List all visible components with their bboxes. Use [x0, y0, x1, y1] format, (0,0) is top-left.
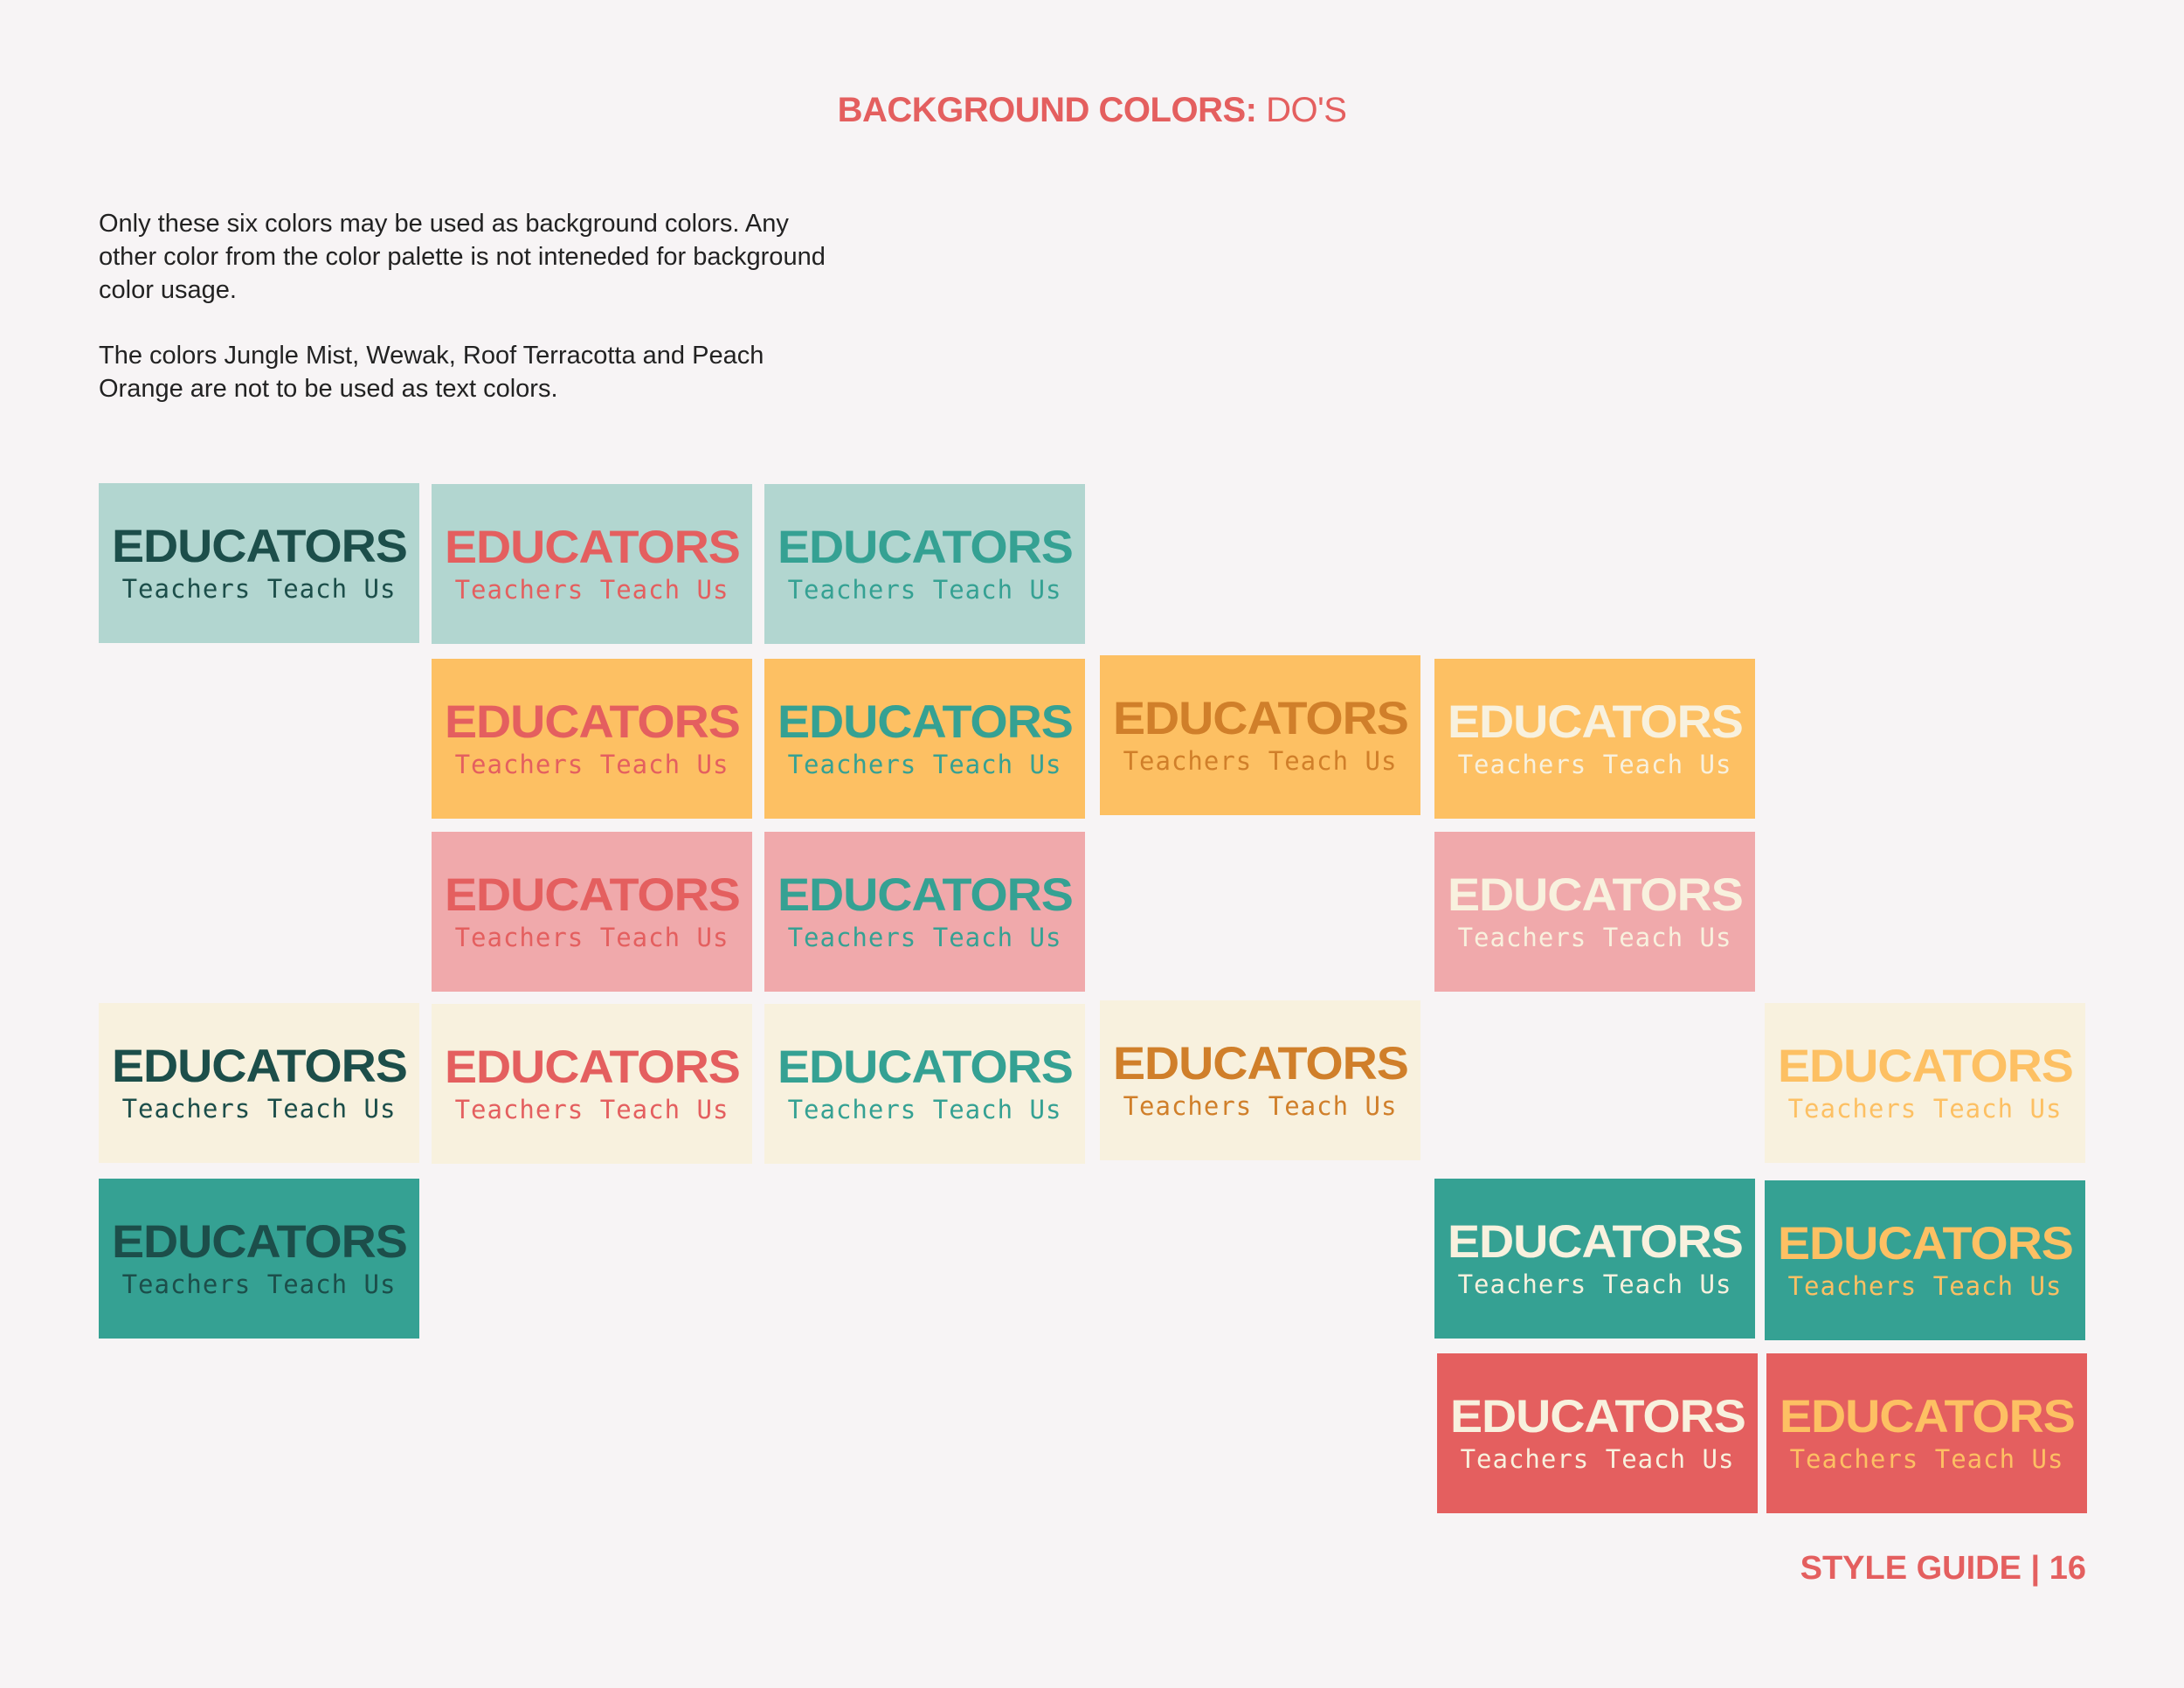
tile-heading: EDUCATORS [111, 1215, 407, 1268]
color-sample-tile [764, 832, 1085, 992]
page-title-bold: BACKGROUND COLORS: [837, 91, 1257, 129]
tile-heading: EDUCATORS [1447, 868, 1743, 921]
tile-heading: EDUCATORS [111, 520, 407, 572]
tile-tagline: Teachers Teach Us [1457, 749, 1732, 779]
color-sample-tile [99, 483, 419, 643]
tile-tagline: Teachers Teach Us [1787, 1093, 2063, 1124]
tile-heading: EDUCATORS [1777, 1217, 2073, 1269]
tile-tagline: Teachers Teach Us [1123, 745, 1398, 776]
tile-heading: EDUCATORS [777, 1041, 1073, 1093]
color-sample-tile [432, 484, 752, 644]
tile-tagline: Teachers Teach Us [121, 573, 397, 604]
tile-tagline: Teachers Teach Us [121, 1269, 397, 1299]
tile-tagline: Teachers Teach Us [1457, 922, 1732, 952]
tile-heading: EDUCATORS [444, 695, 740, 748]
tile-tagline: Teachers Teach Us [1123, 1090, 1398, 1121]
tile-tagline: Teachers Teach Us [121, 1093, 397, 1124]
intro-paragraph: The colors Jungle Mist, Wewak, Roof Terracotta and Peach Orange are not to be used as text colors. [99, 342, 764, 403]
color-sample-tile [764, 659, 1085, 819]
color-sample-tile [99, 1179, 419, 1339]
tile-tagline: Teachers Teach Us [1789, 1443, 2064, 1474]
tile-heading: EDUCATORS [777, 521, 1073, 573]
color-sample-tile [1434, 659, 1755, 819]
tile-heading: EDUCATORS [444, 521, 740, 573]
tile-tagline: Teachers Teach Us [787, 922, 1062, 952]
tile-tagline: Teachers Teach Us [454, 1094, 729, 1124]
tile-heading: EDUCATORS [1112, 1037, 1408, 1090]
tile-tagline: Teachers Teach Us [1787, 1270, 2063, 1301]
color-sample-tile [764, 484, 1085, 644]
tile-tagline: Teachers Teach Us [454, 922, 729, 952]
color-sample-tile [1100, 1000, 1420, 1160]
color-sample-tile [432, 1004, 752, 1164]
tile-tagline: Teachers Teach Us [1457, 1269, 1732, 1299]
tile-tagline: Teachers Teach Us [787, 574, 1062, 605]
tile-heading: EDUCATORS [1447, 1215, 1743, 1268]
tile-heading: EDUCATORS [777, 868, 1073, 921]
tile-heading: EDUCATORS [1449, 1390, 1745, 1442]
tile-heading: EDUCATORS [111, 1040, 407, 1092]
page-title-light: DO'S [1256, 91, 1347, 129]
tile-tagline: Teachers Teach Us [1460, 1443, 1735, 1474]
tile-tagline: Teachers Teach Us [787, 1094, 1062, 1124]
color-sample-tile [99, 1003, 419, 1163]
tile-heading: EDUCATORS [444, 1041, 740, 1093]
page-title [0, 90, 2184, 130]
tile-heading: EDUCATORS [777, 695, 1073, 748]
tile-heading: EDUCATORS [1779, 1390, 2075, 1442]
color-sample-tile [1434, 1179, 1755, 1339]
color-sample-tile [1766, 1353, 2087, 1513]
color-sample-tile [1434, 832, 1755, 992]
color-sample-tile [764, 1004, 1085, 1164]
color-sample-tile [1100, 655, 1420, 815]
tile-heading: EDUCATORS [444, 868, 740, 921]
color-sample-tile [1437, 1353, 1758, 1513]
tile-tagline: Teachers Teach Us [454, 574, 729, 605]
tile-tagline: Teachers Teach Us [787, 749, 1062, 779]
color-sample-tile [432, 659, 752, 819]
page-footer: STYLE GUIDE | 16 [1800, 1550, 2086, 1587]
tile-heading: EDUCATORS [1777, 1040, 2073, 1092]
color-sample-tile [1765, 1180, 2085, 1340]
tile-heading: EDUCATORS [1112, 692, 1408, 744]
color-sample-tile [1765, 1003, 2085, 1163]
tile-tagline: Teachers Teach Us [454, 749, 729, 779]
tile-heading: EDUCATORS [1447, 695, 1743, 748]
color-sample-tile [432, 832, 752, 992]
intro-paragraph: Only these six colors may be used as background colors. Any other color from the color palette is not inteneded for background color usage. [99, 210, 826, 304]
